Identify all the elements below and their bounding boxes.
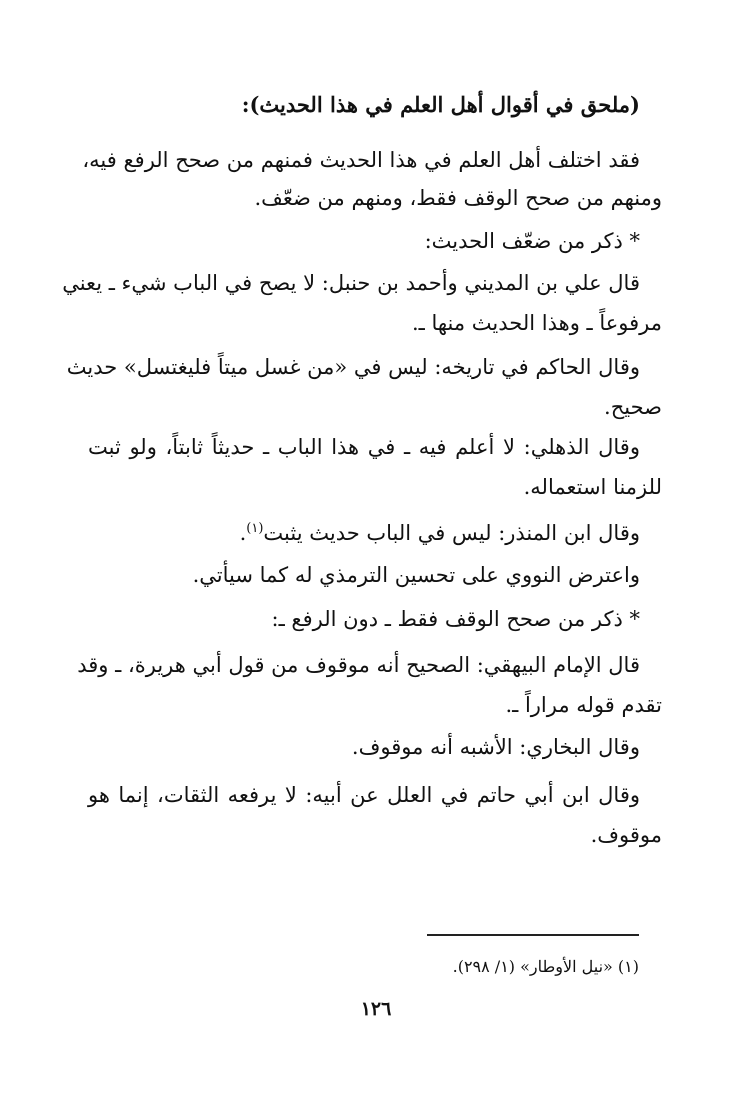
paragraph-line (88, 514, 640, 548)
paragraph-line: للزمنا استعماله. (523, 475, 662, 499)
paragraph-line: وقال الذهلي: لا أعلم فيه ـ في هذا الباب ـ حديثاً ثابتاً، ولو ثبت (88, 435, 640, 459)
subheading-mawquf: * ذكر من صحح الوقف فقط ـ دون الرفع ـ: (271, 607, 640, 631)
subheading-weak: * ذكر من ضعّف الحديث: (424, 229, 640, 253)
paragraph-line: تقدم قوله مراراً ـ. (505, 693, 662, 717)
paragraph-line: وقال الحاكم في تاريخه: ليس في «من غسل ميتاً فليغتسل» حديث (66, 355, 640, 379)
paragraph-text: وقال ابن المنذر: ليس في الباب حديث يثبت (263, 521, 640, 545)
paragraph-line: واعترض النووي على تحسين الترمذي له كما سيأتي. (192, 563, 640, 587)
footnote: (١) «نيل الأوطار» (١/ ٢٩٨). (452, 957, 639, 976)
paragraph-line: قال الإمام البيهقي: الصحيح أنه موقوف من قول أبي هريرة، ـ وقد (77, 653, 640, 677)
paragraph-line: صحيح. (604, 395, 662, 419)
section-heading: (ملحق في أقوال أهل العلم في هذا الحديث): (241, 92, 640, 117)
paragraph-line: وقال البخاري: الأشبه أنه موقوف. (351, 735, 640, 759)
paragraph-line: فقد اختلف أهل العلم في هذا الحديث فمنهم من صحح الرفع فيه، (82, 148, 640, 172)
footnote-marker: (١) (246, 521, 264, 536)
footnote-divider (427, 934, 639, 936)
paragraph-line: ومنهم من صحح الوقف فقط، ومنهم من ضعّف. (254, 186, 662, 210)
paragraph-line: وقال ابن أبي حاتم في العلل عن أبيه: لا يرفعه الثقات، إنما هو (88, 783, 640, 807)
paragraph-line: قال علي بن المديني وأحمد بن حنبل: لا يصح في الباب شيء ـ يعني (62, 271, 640, 295)
sentence-end: . (239, 521, 247, 545)
paragraph-line: موقوف. (590, 823, 662, 847)
paragraph-line: مرفوعاً ـ وهذا الحديث منها ـ. (411, 311, 662, 335)
page-number: ١٢٦ (360, 998, 392, 1020)
